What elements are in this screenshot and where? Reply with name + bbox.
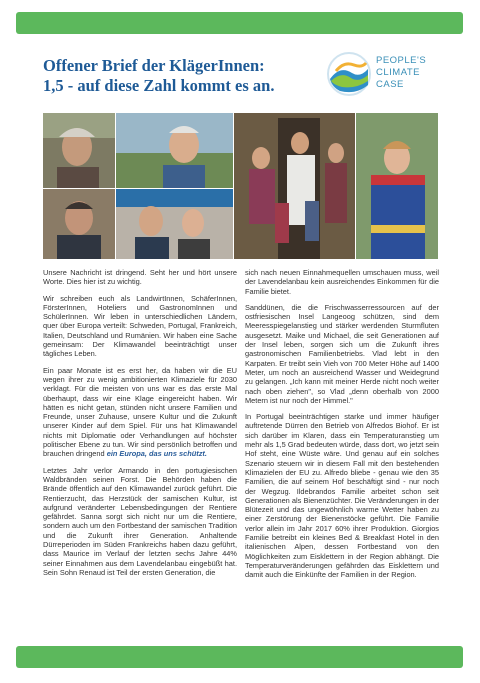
right-column	[245, 268, 439, 587]
title-line-1: Offener Brief der KlägerInnen:	[43, 56, 265, 75]
right-paragraph-2: Sanddünen, die die Frischwasserressourcen auf der ostfriesischen Insel Langeoog schützen, sind dem Meeresspiegelanstieg und stärker werdenden Sturmfluten ausgesetzt. Maike und Michael, die seit Generationen auf der Insel leben, sorgen sich um die Zukunft ihres gastronomischen Familienbetriebs. Vlad lebt in den Karpaten. Er treibt sein Vieh von 700 Meter Höhe auf 1400 Meter, um noch an ausreichend Wasser und Weidegrund zu gelangen. „Ich kann mit meiner Herde nicht noch weiter nach oben ziehen", so Vlad „denn oberhalb von 2000 Metern ist nur noch der Himmel."	[245, 302, 439, 405]
right-paragraph-3: In Portugal beeinträchtigen starke und immer häufiger auftretende Dürren den Betrieb von Alfredos Biohof. Er ist sich darüber im Klaren, dass ein Temperaturanstieg um mehr als 1,5 Grad bedeuten würde, dass dort, wo jetzt sein Hof steht, eine Wüste wäre. Und genau auf ein solches Szenario steuern wir in diesem Fall mit den bestehenden Klimazielen der EU zu. Alfredo bliebe - genau wie den 35 Familien, die auf seinem Hof beschäftigt sind - nur noch der Wegzug. Ildebrandos Familie arbeitet schon seit Generationen als Bienenzüchter. Die Veränderungen in der Blütezeit und das ungewöhnlich warme Wetter haben zu einer Zerstörung der Bienenstöcke geführt. Die Familie verlor allein im Jahr 2017 60% ihrer Produktion. Giorgios Familie betreibt ein kleines Bed & Breakfast Hotel in den italienischen Alpen, dessen Fortbestand von den Möglichkeiten zum Eisklettern in der Region abhängt. Die Temperaturveränderungen gefährden das Eisklettern und damit auch die Einkünfte der Familien in der Region.	[245, 412, 439, 580]
bottom-green-bar	[16, 646, 463, 668]
left-paragraph-2: Wir schreiben euch als LandwirtInnen, SchäferInnen, FörsterInnen, Hoteliers und GastronomInnen und SchülerInnen. Wir leben in unterschiedlichen Ländern, quer über Europa verteilt: Schweden, Portugal, Frankreich, Italien, Deutschland und Rumänien. Wir haben eine Sache gemeinsam: Der Klimawandel beeinträchtigt unser tägliches Leben.	[43, 293, 237, 359]
photo-collage	[43, 113, 438, 259]
left-paragraph-3-text: Ein paar Monate ist es erst her, da haben wir die EU wegen ihrer zu wenig ambitionierten Klimaziele für 2030 verklagt. Für die meisten von uns war es das erste Mal überhaupt, dass wir eine Klage eingereicht haben. Wir hätten es nicht getan, stünden nicht unsere Familien und Freunde, unser Zuhause, unsere Kultur und die Zukunft unserer Kinder auf dem Spiel. Für uns hat Klimawandel nichts mit Diplomatie oder Verhandlungen auf höchster politischer Ebene zu tun. Wir sind persönlich betroffen und brauchen dringend	[43, 365, 237, 459]
left-paragraph-1: Unsere Nachricht ist dringend. Seht her und hört unsere Worte. Dies hier ist zu wichtig.	[43, 268, 237, 287]
peoples-climate-case-logo	[326, 51, 451, 97]
photo-collage-image	[43, 113, 438, 259]
logo-word-2: CLIMATE	[376, 67, 420, 78]
left-paragraph-3-emphasis: ein Europa, das uns schützt.	[106, 449, 207, 459]
left-paragraph-3	[43, 366, 237, 459]
title-line-2: 1,5 - auf diese Zahl kommt es an.	[43, 76, 275, 95]
right-paragraph-1: sich nach neuen Einnahmequellen umschauen muss, weil der Lavendelanbau kein ausreichendes Einkommen für die Familie bietet.	[245, 268, 439, 296]
logo-circle-icon	[326, 51, 372, 97]
top-green-bar	[16, 12, 463, 34]
left-column	[43, 268, 237, 584]
left-paragraph-4: Letztes Jahr verlor Armando in den portugiesischen Waldbränden seinen Forst. Die Behörden haben die Brände öffentlich auf den Klimawandel zurück geführt. Die Rentierzucht, das Herzstück der samischen Kultur, ist aufgrund veränderter Lebensbedingungen der Rentiere gefährdet. Sanna sorgt sich nicht nur um die Rentiere, sondern auch um den Fortbestand der samischen Tradition und die Zukunft ihrer Generation. Anhaltende Dürreperioden im Süden Frankreichs haben dazu geführt, dass Maurice im Verlauf der letzten sechs Jahre 44% seiner Einnahmen aus dem Lavendelanbau eingebüßt hat. Sein Sohn Renaud ist Teil der ersten Generation, die	[43, 465, 237, 577]
logo-word-1: PEOPLE'S	[376, 55, 427, 66]
logo-word-3: CASE	[376, 79, 404, 90]
logo-text	[376, 55, 426, 91]
page-title	[43, 56, 323, 96]
